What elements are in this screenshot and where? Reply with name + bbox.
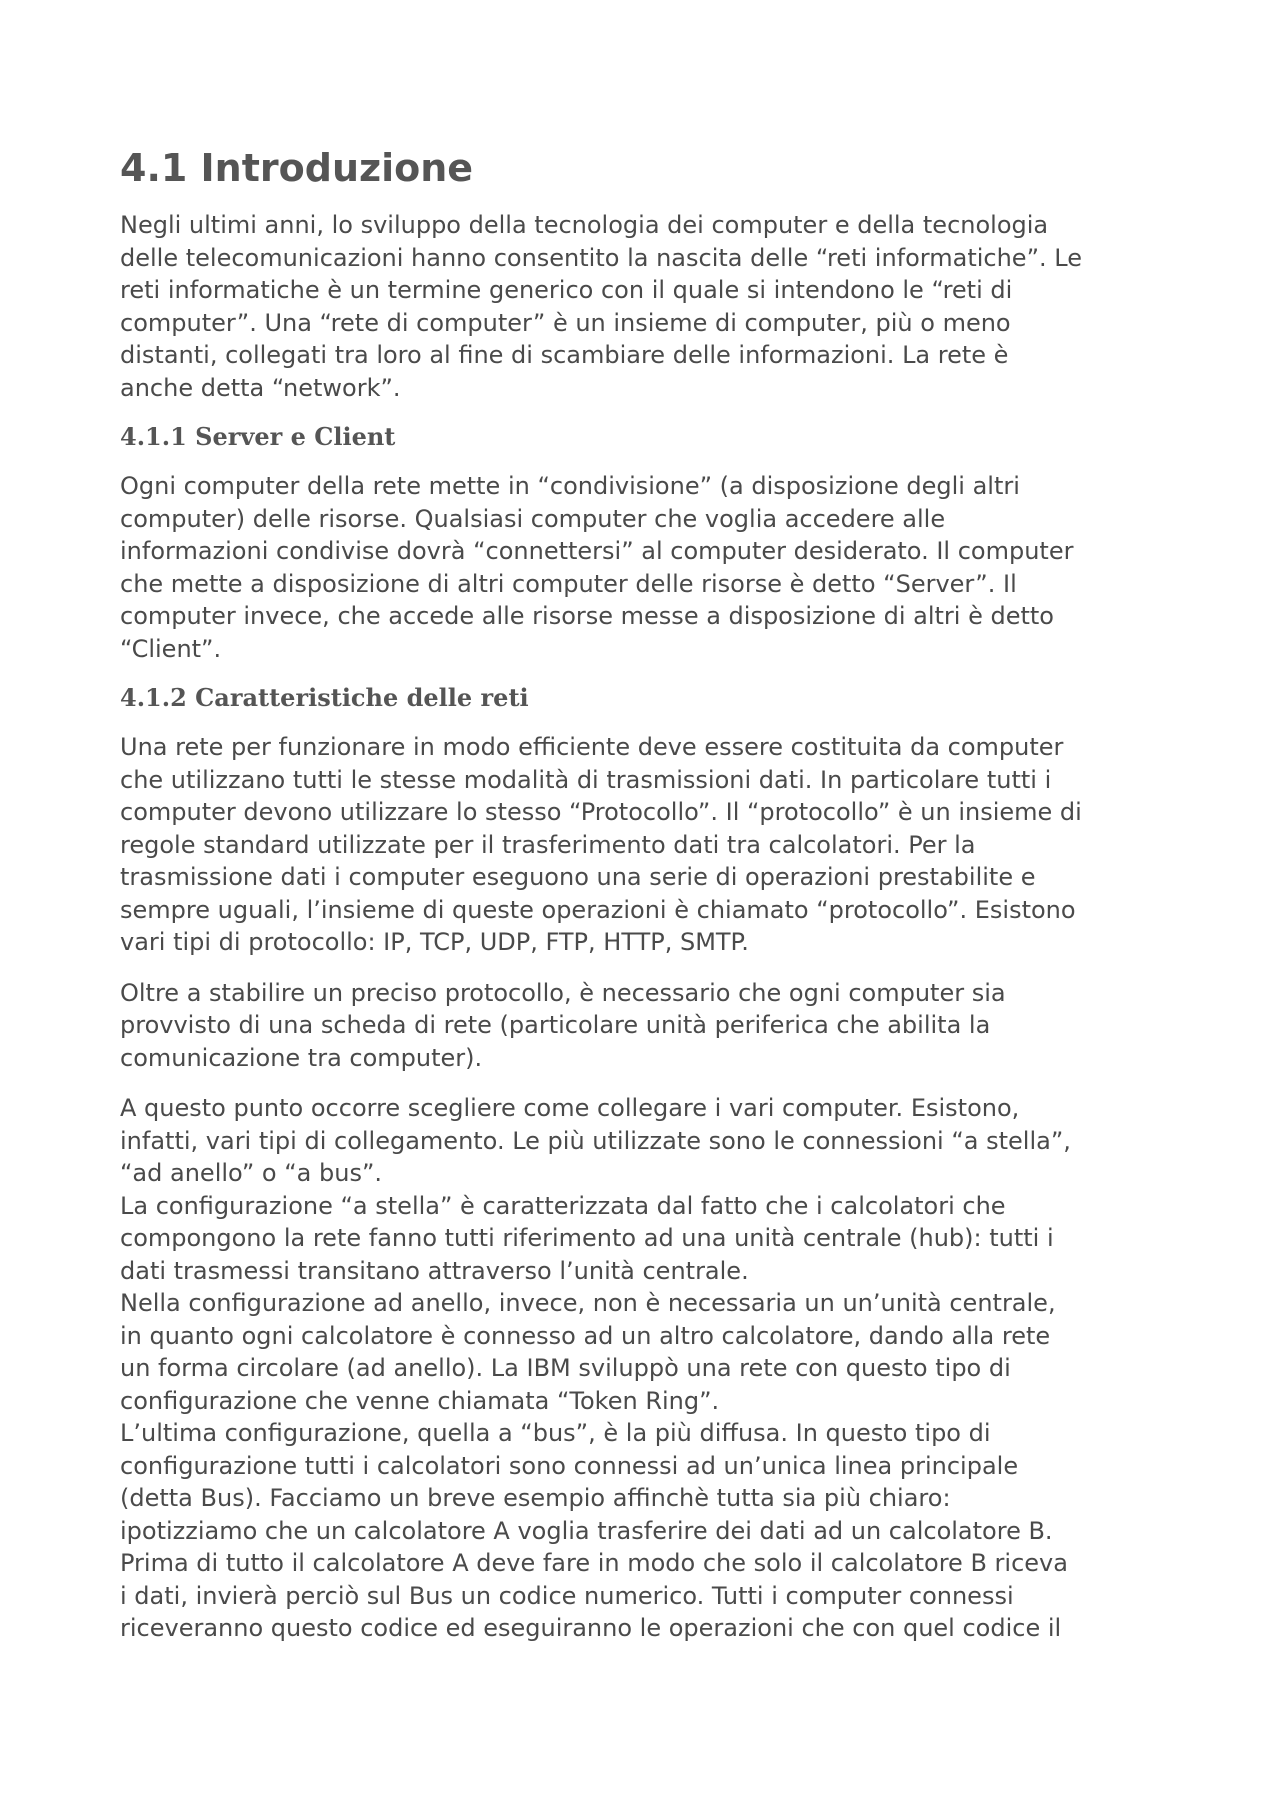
paragraph-server-client	[120, 470, 1170, 665]
text-line: Ogni computer della rete mette in “condivisione” (a disposizione degli altri	[120, 472, 1020, 500]
text-line: A questo punto occorre scegliere come collegare i vari computer. Esistono,	[120, 1094, 1020, 1122]
text-line: sempre uguali, l’insieme di queste operazioni è chiamato “protocollo”. Esistono	[120, 895, 1076, 924]
paragraph-scheda-di-rete	[120, 977, 1170, 1075]
text-line: comunicazione tra computer).	[120, 1043, 483, 1072]
text-line: La configurazione “a stella” è caratterizzata dal fatto che i calcolatori che	[120, 1191, 1006, 1220]
text-line: distanti, collegati tra loro al fine di scambiare delle informazioni. La rete è	[120, 341, 1009, 369]
text-line: reti informatiche è un termine generico con il quale si intendono le “reti di	[120, 276, 1013, 304]
text-line: configurazione che venne chiamata “Token Ring”.	[120, 1386, 720, 1415]
text-line: delle telecomunicazioni hanno consentito la nascita delle “reti informatiche”. Le	[120, 243, 1082, 272]
document-page	[120, 145, 1170, 1663]
text-line: un forma circolare (ad anello). La IBM sviluppò una rete con questo tipo di	[120, 1354, 1011, 1382]
subsection-heading-server-client: 4.1.1 Server e Client	[120, 422, 396, 451]
text-line: L’ultima configurazione, quella a “bus”, è la più diffusa. In questo tipo di	[120, 1419, 991, 1447]
text-line: i dati, invierà perciò sul Bus un codice numerico. Tutti i computer connessi	[120, 1581, 1014, 1610]
text-line: Negli ultimi anni, lo sviluppo della tecnologia dei computer e della tecnologia	[120, 211, 1049, 239]
paragraph-protocollo	[120, 731, 1170, 959]
text-line: provvisto di una scheda di rete (particolare unità periferica che abilita la	[120, 1011, 991, 1039]
text-line: Oltre a stabilire un preciso protocollo, è necessario che ogni computer sia	[120, 978, 1006, 1007]
text-line: computer) delle risorse. Qualsiasi computer che voglia accedere alle	[120, 504, 946, 533]
text-line: computer”. Una “rete di computer” è un insieme di computer, più o meno	[120, 308, 1011, 337]
text-line: che mette a disposizione di altri computer delle risorse è detto “Server”. Il	[120, 569, 1017, 598]
text-line: Una rete per funzionare in modo efficiente deve essere costituita da computer	[120, 733, 1064, 761]
text-line: compongono la rete fanno tutti riferimento ad una unità centrale (hub): tutti i	[120, 1224, 1054, 1252]
text-line: Prima di tutto il calcolatore A deve fare in modo che solo il calcolatore B riceva	[120, 1549, 1068, 1577]
subsection-heading-caratteristiche: 4.1.2 Caratteristiche delle reti	[120, 683, 529, 712]
text-line: configurazione tutti i calcolatori sono connessi ad un’unica linea principale	[120, 1451, 1019, 1480]
text-line: vari tipi di protocollo: IP, TCP, UDP, FTP, HTTP, SMTP.	[120, 928, 749, 956]
text-line: ipotizziamo che un calcolatore A voglia trasferire dei dati ad un calcolatore B.	[120, 1516, 1053, 1545]
text-line: computer invece, che accede alle risorse messe a disposizione di altri è detto	[120, 602, 1054, 630]
text-line: (detta Bus). Facciamo un breve esempio affinchè tutta sia più chiaro:	[120, 1484, 951, 1512]
text-line: Nella configurazione ad anello, invece, non è necessaria un un’unità centrale,	[120, 1289, 1056, 1317]
paragraph-intro	[120, 209, 1170, 404]
text-line: informazioni condivise dovrà “connettersi” al computer desiderato. Il computer	[120, 537, 1074, 565]
text-line: dati trasmessi transitano attraverso l’unità centrale.	[120, 1256, 749, 1285]
section-heading-introduzione: 4.1 Introduzione	[120, 146, 474, 190]
text-line: trasmissione dati i computer eseguono una serie di operazioni prestabilite e	[120, 863, 1036, 891]
text-line: che utilizzano tutti le stesse modalità di trasmissioni dati. In particolare tutti i	[120, 765, 1052, 794]
text-line: infatti, vari tipi di collegamento. Le più utilizzate sono le connessioni “a stella”,	[120, 1126, 1071, 1155]
paragraph-configurazioni	[120, 1092, 1170, 1645]
text-line: computer devono utilizzare lo stesso “Protocollo”. Il “protocollo” è un insieme di	[120, 798, 1082, 826]
text-line: “ad anello” o “a bus”.	[120, 1159, 383, 1187]
text-line: in quanto ogni calcolatore è connesso ad un altro calcolatore, dando alla rete	[120, 1321, 1051, 1350]
text-line: riceveranno questo codice ed eseguiranno le operazioni che con quel codice il	[120, 1614, 1062, 1642]
text-line: anche detta “network”.	[120, 373, 401, 402]
text-line: “Client”.	[120, 634, 222, 663]
text-line: regole standard utilizzate per il trasferimento dati tra calcolatori. Per la	[120, 830, 976, 859]
